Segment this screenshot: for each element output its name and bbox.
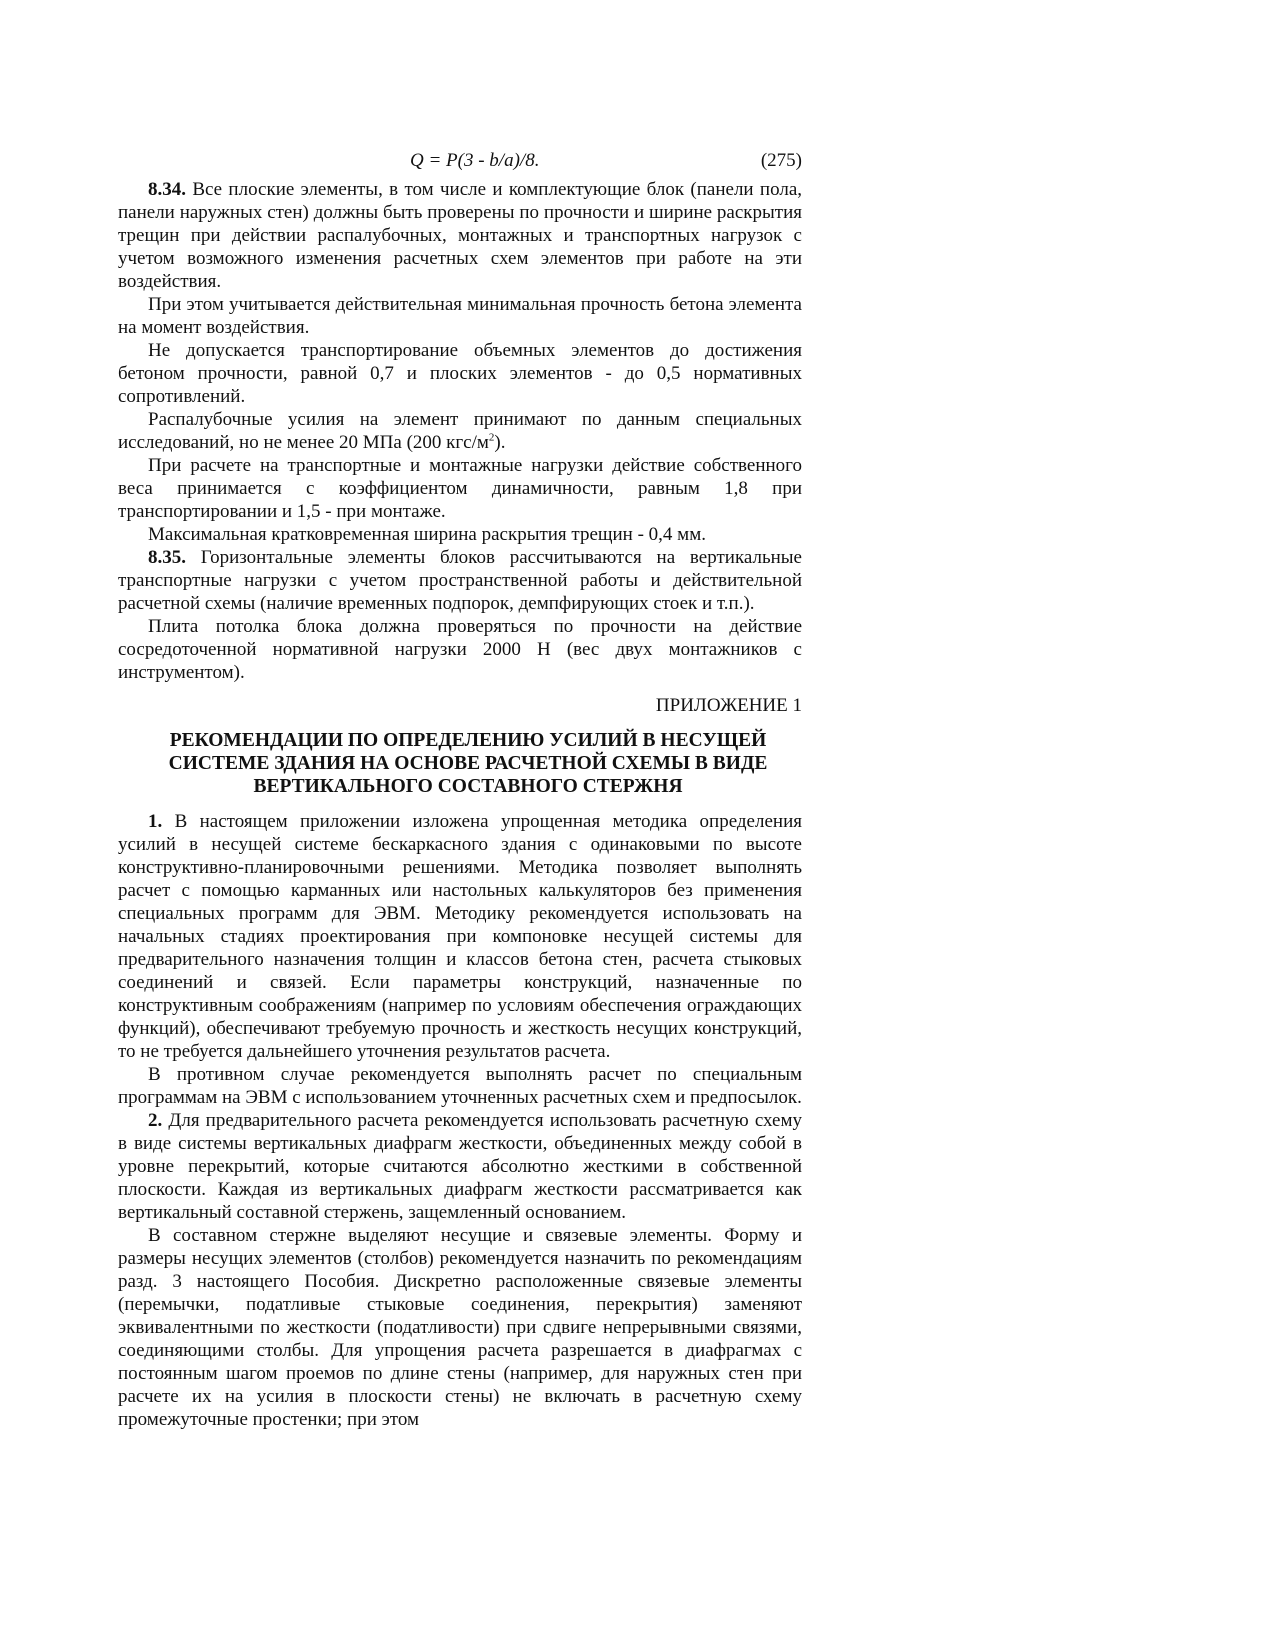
paragraph-text: В противном случае рекомендуется выполнять расчет по специальным программам на ЭВМ с использованием уточненных расчетных схем и предпосылок. xyxy=(118,1064,802,1108)
paragraph xyxy=(118,615,802,684)
superscript: 2 xyxy=(488,431,495,444)
paragraph xyxy=(118,178,802,293)
paragraph-text: Все плоские элементы, в том числе и комплектующие блок (панели пола, панели наружных стен) должны быть проверены по прочности и ширине раскрытия трещин при действии распалубочных, монтажных и транспортных нагрузок с учетом возможного изменения расчетных схем элементов при работе на эти воздействия. xyxy=(118,179,802,292)
paragraph xyxy=(118,546,802,615)
appendix-title-line: СИСТЕМЕ ЗДАНИЯ НА ОСНОВЕ РАСЧЕТНОЙ СХЕМЫ В ВИДЕ xyxy=(168,753,768,774)
paragraph xyxy=(118,1109,802,1224)
paragraph xyxy=(118,810,802,1063)
paragraph xyxy=(118,1224,802,1431)
formula-line xyxy=(118,146,802,178)
paragraph xyxy=(118,293,802,339)
clause-number: 1. xyxy=(148,811,163,832)
appendix-title-line: ВЕРТИКАЛЬНОГО СОСТАВНОГО СТЕРЖНЯ xyxy=(253,776,683,797)
appendix-title-line: РЕКОМЕНДАЦИИ ПО ОПРЕДЕЛЕНИЮ УСИЛИЙ В НЕСУЩЕЙ xyxy=(169,730,767,751)
paragraph xyxy=(118,1063,802,1109)
clause-number: 2. xyxy=(148,1110,163,1131)
appendix-label: ПРИЛОЖЕНИЕ 1 xyxy=(655,695,802,716)
appendix-title xyxy=(118,729,802,798)
text-column xyxy=(118,146,802,1431)
paragraph-text: Максимальная кратковременная ширина раскрытия трещин - 0,4 мм. xyxy=(148,524,706,545)
formula-number: (275) xyxy=(760,150,802,171)
paragraph-text: При этом учитывается действительная минимальная прочность бетона элемента на момент воздействия. xyxy=(118,294,802,338)
clause-number: 8.35. xyxy=(148,547,186,568)
paragraph-text: Не допускается транспортирование объемных элементов до достижения бетоном прочности, равной 0,7 и плоских элементов - до 0,5 нормативных сопротивлений. xyxy=(118,340,802,407)
paragraph-text: При расчете на транспортные и монтажные нагрузки действие собственного веса принимается с коэффициентом динамичности, равным 1,8 при транспортировании и 1,5 - при монтаже. xyxy=(118,455,802,522)
paragraph-text: В настоящем приложении изложена упрощенная методика определения усилий в несущей системе бескаркасного здания с одинаковыми по высоте конструктивно-планировочными решениями. Методика позволяет выполнять расчет с помощью карманных или настольных калькуляторов без применения специальных программ для ЭВМ. Методику рекомендуется использовать на начальных стадиях проектирования при компоновке несущей системы для предварительного назначения толщин и классов бетона стен, расчета стыковых соединений и связей. Если параметры конструкций, назначенные по конструктивным соображениям (например по условиям обеспечения ограждающих функций), обеспечивают требуемую прочность и жесткость несущих конструкций, то не требуется дальнейшего уточнения результатов расчета. xyxy=(118,811,802,1062)
paragraph-text: Распалубочные усилия на элемент принимают по данным специальных исследований, но не менее 20 МПа (200 кгс/м xyxy=(118,409,802,453)
paragraph xyxy=(118,523,802,546)
paragraph-text: В составном стержне выделяют несущие и связевые элементы. Форму и размеры несущих элементов (столбов) рекомендуется назначить по рекомендациям разд. 3 настоящего Пособия. Дискретно расположенные связевые элементы (перемычки, податливые стыковые соединения, перекрытия) заменяют эквивалентными по жесткости (податливости) при сдвиге непрерывными связями, соединяющими столбы. Для упрощения расчета разрешается в диафрагмах с постоянным шагом проемов по длине стены (например, для наружных стен при расчете их на усилия в плоскости стены) не включать в расчетную схему промежуточные простенки; при этом xyxy=(118,1225,802,1430)
paragraph-tail: ). xyxy=(494,432,506,453)
paragraph xyxy=(118,339,802,408)
formula-expression: Q = P(3 - b/a)/8. xyxy=(410,150,540,171)
paragraph-text: Горизонтальные элементы блоков рассчитываются на вертикальные транспортные нагрузки с учетом пространственной работы и действительной расчетной схемы (наличие временных подпорок, демпфирующих стоек и т.п.). xyxy=(118,547,802,614)
paragraph xyxy=(118,454,802,523)
paragraph-text: Для предварительного расчета рекомендуется использовать расчетную схему в виде системы вертикальных диафрагм жесткости, объединенных между собой в уровне перекрытий, которые считаются абсолютно жесткими в собственной плоскости. Каждая из вертикальных диафрагм жесткости рассматривается как вертикальный составной стержень, защемленный основанием. xyxy=(118,1110,802,1223)
paragraph xyxy=(118,408,802,454)
clause-number: 8.34. xyxy=(148,179,186,200)
paragraph-text: Плита потолка блока должна проверяться по прочности на действие сосредоточенной нормативной нагрузки 2000 Н (вес двух монтажников с инструментом). xyxy=(118,616,802,683)
